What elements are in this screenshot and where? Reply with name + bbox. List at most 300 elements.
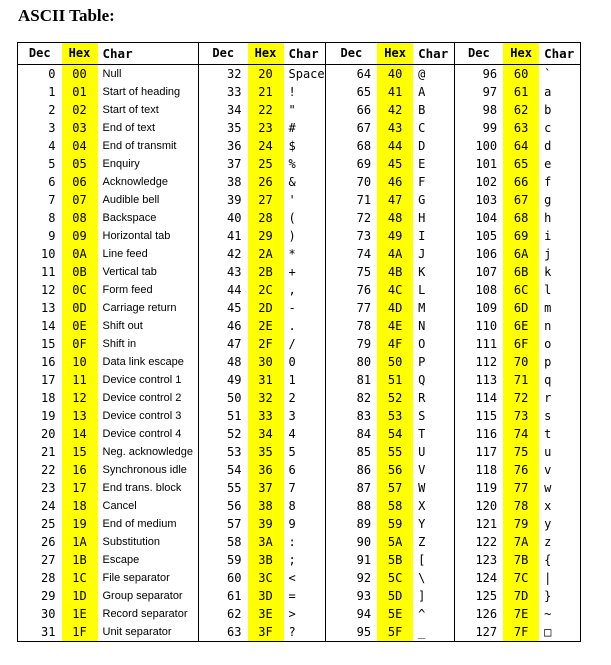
table-row xyxy=(18,461,581,479)
char-cell: [ xyxy=(413,551,454,569)
dec-cell: 109 xyxy=(475,301,498,315)
char-cell: Z xyxy=(413,533,454,551)
hex-cell: 2A xyxy=(248,245,284,263)
dec-cell: 63 xyxy=(227,625,242,639)
char-cell: Cancel xyxy=(98,497,199,515)
hex-cell: 30 xyxy=(248,353,284,371)
char-cell: End of text xyxy=(98,119,199,137)
char-cell: a xyxy=(544,85,552,99)
hex-cell: 5F xyxy=(377,623,413,642)
char-cell: Vertical tab xyxy=(98,263,199,281)
hex-cell: 28 xyxy=(248,209,284,227)
dec-cell: 93 xyxy=(356,589,372,603)
table-row xyxy=(18,389,581,407)
char-cell: 6 xyxy=(284,461,326,479)
dec-cell: 97 xyxy=(482,85,498,99)
column-header-dec: Dec xyxy=(18,43,62,65)
hex-cell: 1C xyxy=(62,569,98,587)
dec-cell: 28 xyxy=(41,571,56,585)
hex-cell: 11 xyxy=(62,371,98,389)
dec-cell: 46 xyxy=(227,319,242,333)
dec-cell: 102 xyxy=(475,175,498,189)
hex-cell: 24 xyxy=(248,137,284,155)
dec-cell: 53 xyxy=(227,445,242,459)
char-cell: Device control 2 xyxy=(98,389,199,407)
dec-cell: 106 xyxy=(475,247,498,261)
hex-cell: 31 xyxy=(248,371,284,389)
char-cell: Synchronous idle xyxy=(98,461,199,479)
hex-cell: 15 xyxy=(62,443,98,461)
dec-cell: 11 xyxy=(41,265,56,279)
char-cell: Substitution xyxy=(98,533,199,551)
hex-cell: 69 xyxy=(503,227,539,245)
dec-cell: 60 xyxy=(227,571,242,585)
dec-cell: 73 xyxy=(356,229,372,243)
char-cell: Group separator xyxy=(98,587,199,605)
dec-cell: 57 xyxy=(227,517,242,531)
char-cell: Device control 3 xyxy=(98,407,199,425)
hex-cell: 05 xyxy=(62,155,98,173)
dec-cell: 36 xyxy=(227,139,242,153)
dec-cell: 24 xyxy=(41,499,56,513)
dec-cell: 120 xyxy=(475,499,498,513)
char-cell: } xyxy=(544,589,552,603)
hex-cell: 4F xyxy=(377,335,413,353)
column-header-hex: Hex xyxy=(62,43,98,65)
hex-cell: 41 xyxy=(377,83,413,101)
hex-cell: 27 xyxy=(248,191,284,209)
dec-cell: 30 xyxy=(41,607,56,621)
dec-cell: 15 xyxy=(41,337,56,351)
hex-cell: 7E xyxy=(503,605,539,623)
char-cell: Audible bell xyxy=(98,191,199,209)
char-cell: Record separator xyxy=(98,605,199,623)
dec-cell: 125 xyxy=(475,589,498,603)
hex-cell: 46 xyxy=(377,173,413,191)
hex-cell: 23 xyxy=(248,119,284,137)
hex-cell: 2D xyxy=(248,299,284,317)
hex-cell: 2B xyxy=(248,263,284,281)
char-cell: s xyxy=(544,409,552,423)
hex-cell: 02 xyxy=(62,101,98,119)
char-cell: _ xyxy=(413,623,454,642)
hex-cell: 56 xyxy=(377,461,413,479)
hex-cell: 03 xyxy=(62,119,98,137)
column-header-char: Char xyxy=(284,43,326,65)
dec-cell: 112 xyxy=(475,355,498,369)
char-cell: / xyxy=(284,335,326,353)
hex-cell: 16 xyxy=(62,461,98,479)
hex-cell: 17 xyxy=(62,479,98,497)
char-cell: Acknowledge xyxy=(98,173,199,191)
hex-cell: 00 xyxy=(62,65,98,84)
char-cell: A xyxy=(413,83,454,101)
hex-cell: 1E xyxy=(62,605,98,623)
char-cell: ` xyxy=(544,67,552,81)
dec-cell: 83 xyxy=(356,409,372,423)
dec-cell: 56 xyxy=(227,499,242,513)
hex-cell: 47 xyxy=(377,191,413,209)
dec-cell: 87 xyxy=(356,481,372,495)
dec-cell: 22 xyxy=(41,463,56,477)
char-cell: 8 xyxy=(284,497,326,515)
char-cell: n xyxy=(544,319,552,333)
hex-cell: 3C xyxy=(248,569,284,587)
char-cell: I xyxy=(413,227,454,245)
hex-cell: 44 xyxy=(377,137,413,155)
dec-cell: 26 xyxy=(41,535,56,549)
dec-cell: 35 xyxy=(227,121,242,135)
hex-cell: 4D xyxy=(377,299,413,317)
dec-cell: 76 xyxy=(356,283,372,297)
table-row xyxy=(18,353,581,371)
hex-cell: 3A xyxy=(248,533,284,551)
table-row xyxy=(18,65,581,84)
hex-cell: 2F xyxy=(248,335,284,353)
char-cell: % xyxy=(284,155,326,173)
hex-cell: 10 xyxy=(62,353,98,371)
hex-cell: 52 xyxy=(377,389,413,407)
hex-cell: 1D xyxy=(62,587,98,605)
dec-cell: 7 xyxy=(48,193,56,207)
char-cell: i xyxy=(544,229,552,243)
dec-cell: 54 xyxy=(227,463,242,477)
dec-cell: 44 xyxy=(227,283,242,297)
column-header-hex: Hex xyxy=(248,43,284,65)
char-cell: D xyxy=(413,137,454,155)
char-cell: ' xyxy=(284,191,326,209)
hex-cell: 3E xyxy=(248,605,284,623)
hex-cell: 73 xyxy=(503,407,539,425)
hex-cell: 34 xyxy=(248,425,284,443)
hex-cell: 0A xyxy=(62,245,98,263)
table-row xyxy=(18,569,581,587)
hex-cell: 36 xyxy=(248,461,284,479)
char-cell: T xyxy=(413,425,454,443)
dec-cell: 86 xyxy=(356,463,372,477)
hex-cell: 58 xyxy=(377,497,413,515)
char-cell: = xyxy=(284,587,326,605)
dec-cell: 115 xyxy=(475,409,498,423)
dec-cell: 2 xyxy=(48,103,56,117)
hex-cell: 7B xyxy=(503,551,539,569)
char-cell: t xyxy=(544,427,552,441)
dec-cell: 92 xyxy=(356,571,372,585)
hex-cell: 53 xyxy=(377,407,413,425)
dec-cell: 113 xyxy=(475,373,498,387)
dec-cell: 48 xyxy=(227,355,242,369)
dec-cell: 23 xyxy=(41,481,56,495)
char-cell: O xyxy=(413,335,454,353)
table-row xyxy=(18,605,581,623)
char-cell: Y xyxy=(413,515,454,533)
table-row xyxy=(18,623,581,642)
hex-cell: 19 xyxy=(62,515,98,533)
column-header-hex: Hex xyxy=(377,43,413,65)
table-row xyxy=(18,299,581,317)
dec-cell: 82 xyxy=(356,391,372,405)
table-row xyxy=(18,263,581,281)
char-cell: q xyxy=(544,373,552,387)
char-cell: V xyxy=(413,461,454,479)
hex-cell: 50 xyxy=(377,353,413,371)
hex-cell: 0E xyxy=(62,317,98,335)
hex-cell: 42 xyxy=(377,101,413,119)
char-cell: h xyxy=(544,211,552,225)
hex-cell: 7C xyxy=(503,569,539,587)
dec-cell: 25 xyxy=(41,517,56,531)
hex-cell: 13 xyxy=(62,407,98,425)
char-cell: File separator xyxy=(98,569,199,587)
char-cell: Shift out xyxy=(98,317,199,335)
dec-cell: 9 xyxy=(48,229,56,243)
char-cell: ; xyxy=(284,551,326,569)
dec-cell: 33 xyxy=(227,85,242,99)
char-cell: Space xyxy=(284,65,326,84)
dec-cell: 121 xyxy=(475,517,498,531)
dec-cell: 10 xyxy=(41,247,56,261)
dec-cell: 49 xyxy=(227,373,242,387)
char-cell: b xyxy=(544,103,552,117)
dec-cell: 4 xyxy=(48,139,56,153)
char-cell: Data link escape xyxy=(98,353,199,371)
hex-cell: 37 xyxy=(248,479,284,497)
char-cell: 0 xyxy=(284,353,326,371)
dec-cell: 27 xyxy=(41,553,56,567)
dec-cell: 13 xyxy=(41,301,56,315)
dec-cell: 19 xyxy=(41,409,56,423)
char-cell: | xyxy=(544,571,552,585)
hex-cell: 5C xyxy=(377,569,413,587)
hex-cell: 62 xyxy=(503,101,539,119)
hex-cell: 45 xyxy=(377,155,413,173)
char-cell: x xyxy=(544,499,552,513)
hex-cell: 71 xyxy=(503,371,539,389)
dec-cell: 0 xyxy=(48,67,56,81)
hex-cell: 6D xyxy=(503,299,539,317)
char-cell: v xyxy=(544,463,552,477)
hex-cell: 32 xyxy=(248,389,284,407)
dec-cell: 118 xyxy=(475,463,498,477)
hex-cell: 74 xyxy=(503,425,539,443)
dec-cell: 50 xyxy=(227,391,242,405)
hex-cell: 57 xyxy=(377,479,413,497)
char-cell: & xyxy=(284,173,326,191)
dec-cell: 45 xyxy=(227,301,242,315)
dec-cell: 17 xyxy=(41,373,56,387)
dec-cell: 55 xyxy=(227,481,242,495)
table-row xyxy=(18,119,581,137)
dec-cell: 29 xyxy=(41,589,56,603)
hex-cell: 07 xyxy=(62,191,98,209)
char-cell: : xyxy=(284,533,326,551)
dec-cell: 37 xyxy=(227,157,242,171)
dec-cell: 6 xyxy=(48,175,56,189)
ascii-table xyxy=(17,42,581,642)
table-row xyxy=(18,209,581,227)
dec-cell: 70 xyxy=(356,175,372,189)
dec-cell: 66 xyxy=(356,103,372,117)
dec-cell: 41 xyxy=(227,229,242,243)
dec-cell: 59 xyxy=(227,553,242,567)
char-cell: ( xyxy=(284,209,326,227)
char-cell: R xyxy=(413,389,454,407)
dec-cell: 101 xyxy=(475,157,498,171)
column-header-char: Char xyxy=(413,43,454,65)
dec-cell: 122 xyxy=(475,535,498,549)
hex-cell: 67 xyxy=(503,191,539,209)
table-row xyxy=(18,497,581,515)
char-cell: ! xyxy=(284,83,326,101)
hex-cell: 04 xyxy=(62,137,98,155)
dec-cell: 81 xyxy=(356,373,372,387)
dec-cell: 79 xyxy=(356,337,372,351)
char-cell: Line feed xyxy=(98,245,199,263)
hex-cell: 51 xyxy=(377,371,413,389)
table-row xyxy=(18,515,581,533)
char-cell: k xyxy=(544,265,552,279)
dec-cell: 100 xyxy=(475,139,498,153)
dec-cell: 74 xyxy=(356,247,372,261)
hex-cell: 38 xyxy=(248,497,284,515)
hex-cell: 72 xyxy=(503,389,539,407)
char-cell: U xyxy=(413,443,454,461)
char-cell: 2 xyxy=(284,389,326,407)
hex-cell: 6A xyxy=(503,245,539,263)
char-cell: o xyxy=(544,337,552,351)
dec-cell: 1 xyxy=(48,85,56,99)
table-header-row xyxy=(18,43,581,65)
hex-cell: 4A xyxy=(377,245,413,263)
dec-cell: 95 xyxy=(356,625,372,639)
dec-cell: 67 xyxy=(356,121,372,135)
dec-cell: 78 xyxy=(356,319,372,333)
char-cell: ^ xyxy=(413,605,454,623)
char-cell: Backspace xyxy=(98,209,199,227)
dec-cell: 72 xyxy=(356,211,372,225)
char-cell: End trans. block xyxy=(98,479,199,497)
char-cell: L xyxy=(413,281,454,299)
char-cell: ~ xyxy=(544,607,552,621)
dec-cell: 123 xyxy=(475,553,498,567)
char-cell: 3 xyxy=(284,407,326,425)
dec-cell: 34 xyxy=(227,103,242,117)
char-cell: c xyxy=(544,121,552,135)
hex-cell: 33 xyxy=(248,407,284,425)
hex-cell: 7D xyxy=(503,587,539,605)
column-header-dec: Dec xyxy=(325,43,377,65)
dec-cell: 31 xyxy=(41,625,56,639)
column-header-char: Char xyxy=(539,43,580,65)
char-cell: ) xyxy=(284,227,326,245)
char-cell: Enquiry xyxy=(98,155,199,173)
char-cell: J xyxy=(413,245,454,263)
dec-cell: 96 xyxy=(482,67,498,81)
hex-cell: 40 xyxy=(377,65,413,84)
dec-cell: 69 xyxy=(356,157,372,171)
char-cell: Start of text xyxy=(98,101,199,119)
hex-cell: 14 xyxy=(62,425,98,443)
hex-cell: 75 xyxy=(503,443,539,461)
dec-cell: 114 xyxy=(475,391,498,405)
char-cell: G xyxy=(413,191,454,209)
table-body xyxy=(18,65,581,642)
hex-cell: 65 xyxy=(503,155,539,173)
char-cell: K xyxy=(413,263,454,281)
dec-cell: 39 xyxy=(227,193,242,207)
dec-cell: 5 xyxy=(48,157,56,171)
char-cell: j xyxy=(544,247,552,261)
hex-cell: 26 xyxy=(248,173,284,191)
dec-cell: 116 xyxy=(475,427,498,441)
char-cell: , xyxy=(284,281,326,299)
char-cell: E xyxy=(413,155,454,173)
table-row xyxy=(18,407,581,425)
hex-cell: 64 xyxy=(503,137,539,155)
char-cell: 9 xyxy=(284,515,326,533)
dec-cell: 21 xyxy=(41,445,56,459)
table-row xyxy=(18,137,581,155)
char-cell: 4 xyxy=(284,425,326,443)
char-cell: End of transmit xyxy=(98,137,199,155)
dec-cell: 110 xyxy=(475,319,498,333)
table-row xyxy=(18,281,581,299)
char-cell: r xyxy=(544,391,552,405)
char-cell: m xyxy=(544,301,552,315)
dec-cell: 58 xyxy=(227,535,242,549)
hex-cell: 1B xyxy=(62,551,98,569)
char-cell: M xyxy=(413,299,454,317)
hex-cell: 54 xyxy=(377,425,413,443)
char-cell: $ xyxy=(284,137,326,155)
dec-cell: 107 xyxy=(475,265,498,279)
dec-cell: 75 xyxy=(356,265,372,279)
char-cell: Carriage return xyxy=(98,299,199,317)
table-row xyxy=(18,587,581,605)
char-cell: > xyxy=(284,605,326,623)
hex-cell: 68 xyxy=(503,209,539,227)
char-cell: P xyxy=(413,353,454,371)
char-cell: f xyxy=(544,175,552,189)
dec-cell: 32 xyxy=(227,67,242,81)
char-cell: C xyxy=(413,119,454,137)
hex-cell: 4B xyxy=(377,263,413,281)
char-cell: Start of heading xyxy=(98,83,199,101)
char-cell: p xyxy=(544,355,552,369)
dec-cell: 90 xyxy=(356,535,372,549)
column-header-dec: Dec xyxy=(199,43,248,65)
char-cell: N xyxy=(413,317,454,335)
dec-cell: 20 xyxy=(41,427,56,441)
hex-cell: 20 xyxy=(248,65,284,84)
hex-cell: 2C xyxy=(248,281,284,299)
dec-cell: 47 xyxy=(227,337,242,351)
dec-cell: 108 xyxy=(475,283,498,297)
dec-cell: 64 xyxy=(356,67,372,81)
char-cell: z xyxy=(544,535,552,549)
hex-cell: 3B xyxy=(248,551,284,569)
char-cell: Neg. acknowledge xyxy=(98,443,199,461)
table-row xyxy=(18,191,581,209)
dec-cell: 40 xyxy=(227,211,242,225)
hex-cell: 49 xyxy=(377,227,413,245)
char-cell: " xyxy=(284,101,326,119)
dec-cell: 12 xyxy=(41,283,56,297)
char-cell: < xyxy=(284,569,326,587)
char-cell: Shift in xyxy=(98,335,199,353)
hex-cell: 6B xyxy=(503,263,539,281)
hex-cell: 6C xyxy=(503,281,539,299)
